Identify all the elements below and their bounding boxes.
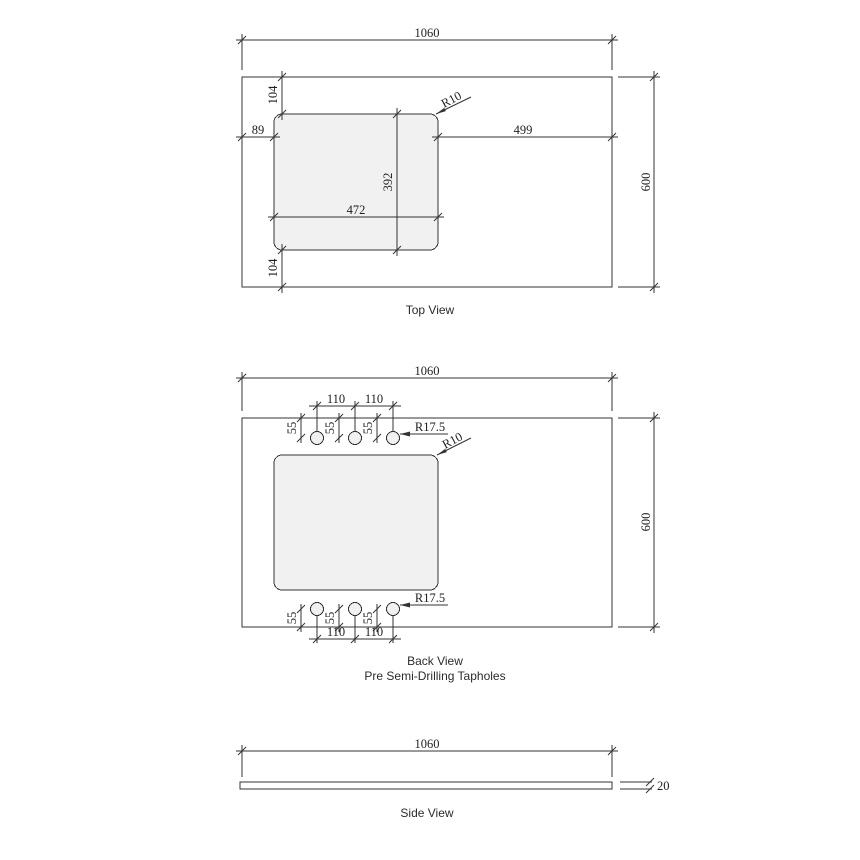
- dim-top-inset: [266, 71, 286, 120]
- label-corner-radius: R10: [438, 88, 464, 111]
- dim-overall-width: [236, 26, 618, 70]
- dim-label-thickness: 20: [657, 779, 670, 793]
- dim-label-offset-bottom-2: 55: [323, 611, 337, 625]
- dim-label-offset-top-1: 55: [285, 421, 299, 435]
- dim-label-offset-bottom-3: 55: [361, 611, 375, 625]
- label-taphole-radius-top: R17.5: [414, 420, 446, 434]
- back-view-caption: Back View: [407, 654, 463, 668]
- dim-overall-width-back: [236, 364, 618, 411]
- dim-label-bottom-inset: 104: [266, 258, 280, 278]
- top-view: [236, 26, 660, 317]
- dim-left-inset: [236, 123, 280, 141]
- dim-label-pitch-top-1: 110: [326, 392, 346, 406]
- back-view-subcaption: Pre Semi-Drilling Tapholes: [364, 669, 506, 683]
- taphole-top-3: [387, 432, 400, 445]
- back-view: [236, 364, 660, 683]
- taphole-radius-callout-bottom: [400, 591, 448, 608]
- dim-label-width-back: 1060: [414, 364, 440, 378]
- corner-radius-callout: [436, 89, 471, 114]
- label-corner-radius-back: R10: [439, 429, 465, 452]
- top-view-caption: Top View: [405, 303, 455, 317]
- dim-right-gap: [432, 123, 618, 141]
- taphole-radius-callout-top: [400, 420, 448, 437]
- taphole-bottom-2: [349, 603, 362, 616]
- dim-label-offset-bottom-1: 55: [285, 611, 299, 625]
- dim-label-right-gap: 499: [513, 123, 533, 137]
- side-view-caption: Side View: [400, 806, 454, 820]
- dim-thickness: [620, 778, 670, 793]
- dim-label-offset-top-3: 55: [361, 421, 375, 435]
- dim-bottom-inset: [266, 244, 286, 293]
- dim-label-cutout-width: 472: [346, 203, 366, 217]
- dim-label-width-side: 1060: [414, 737, 440, 751]
- sink-cutout: [274, 114, 438, 250]
- dim-label-cutout-depth: 392: [381, 172, 395, 192]
- sink-cutout-back: [274, 455, 438, 590]
- dim-label-left-inset: 89: [251, 123, 265, 137]
- dim-label-height-back: 600: [639, 512, 653, 532]
- taphole-bottom-1: [311, 603, 324, 616]
- label-taphole-radius-bottom: R17.5: [414, 591, 446, 605]
- dim-label-offset-top-2: 55: [323, 421, 337, 435]
- dim-label-pitch-bottom-1: 110: [326, 625, 346, 639]
- countertop-slab-profile: [240, 782, 612, 789]
- taphole-top-1: [311, 432, 324, 445]
- taphole-bottom-3: [387, 603, 400, 616]
- dim-label-pitch-bottom-2: 110: [364, 625, 384, 639]
- dim-overall-width-side: [236, 737, 618, 777]
- side-view: [236, 737, 670, 820]
- dim-overall-height: [618, 71, 660, 293]
- dim-label-width: 1060: [414, 26, 440, 40]
- dim-overall-height-back: [618, 412, 660, 633]
- dim-label-pitch-top-2: 110: [364, 392, 384, 406]
- dim-label-height: 600: [639, 172, 653, 192]
- taphole-top-2: [349, 432, 362, 445]
- dim-label-top-inset: 104: [266, 85, 280, 105]
